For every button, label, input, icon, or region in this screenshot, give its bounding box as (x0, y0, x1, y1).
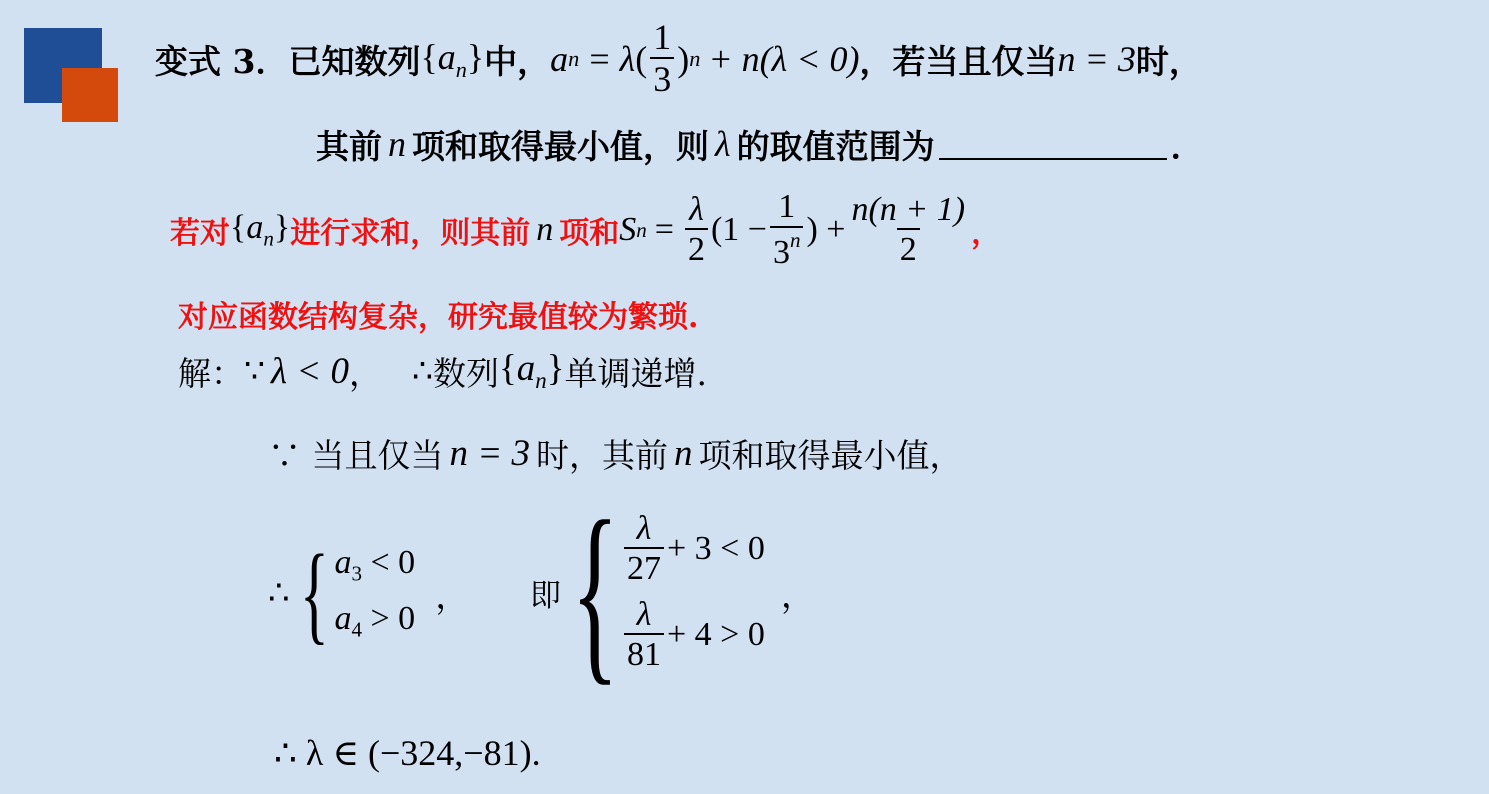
note-text: 对应函数结构复杂，研究最值较为繁琐. (178, 300, 699, 335)
var-n: n (536, 211, 554, 248)
therefore-symbol: ∴ (412, 354, 433, 390)
note-text: 项和 (559, 216, 620, 251)
solution-text: 单调递增. (564, 353, 707, 393)
problem-line-2 (316, 118, 1204, 170)
solution-text: 数列 (433, 353, 499, 393)
ineq-lambda-27: $\frac{\lambda}{27}$ + 3 < 0 (621, 510, 765, 588)
var-n: n (673, 432, 693, 474)
answer-blank[interactable] (939, 128, 1167, 160)
conclusion-text: ∴ λ ∈ (−324,−81). (274, 733, 541, 773)
formula-sn: S n = $\frac{\lambda}{2}$ (1 − $\frac{1}{3^n}$ ) + $\frac{n(n + 1)}{2}$ (619, 188, 966, 271)
problem-text: 已知数列 (288, 41, 421, 81)
system-a3-a4 (268, 532, 469, 654)
decor-square-orange (62, 68, 118, 122)
solution-text: 即 (530, 577, 561, 614)
note-text: ， (971, 216, 1002, 251)
ineq-lambda-81: $\frac{\lambda}{81}$ + 4 > 0 (621, 596, 765, 674)
condition-n3: n = 3 (1057, 39, 1136, 79)
solution-line-1 (178, 344, 707, 398)
solution-text: ∵ 当且仅当 (268, 435, 444, 475)
note-text: 若对 (170, 216, 230, 251)
ineq-a4: $a_4 > 0$ (334, 600, 416, 642)
note-line-1 (170, 180, 1001, 280)
cond-lambda: λ < 0 (271, 350, 349, 392)
solution-label: 解： (178, 353, 244, 393)
conclusion (274, 728, 541, 778)
problem-text: ，若当且仅当 (859, 41, 1058, 81)
left-brace: { (299, 532, 329, 654)
solution-text: 时，其前 (535, 435, 668, 475)
formula-an: a n = λ ( $\frac{1}{3}$ ) n + n(λ < 0) (550, 16, 860, 100)
problem-text: 的取值范围为 (736, 126, 935, 166)
solution-text: ， (780, 577, 815, 615)
problem-text: 项和取得最小值，则 (412, 126, 709, 166)
problem-text: 时， (1135, 41, 1202, 81)
var-lambda: λ (715, 124, 731, 164)
var-n: n (388, 124, 406, 164)
solution-text: 项和取得最小值， (698, 435, 963, 475)
problem-text: ． (1170, 126, 1204, 166)
seq-a-n: $\{a_n\}$ (420, 36, 485, 82)
solution-text: ， (435, 578, 470, 616)
therefore-symbol: ∴ (268, 575, 290, 612)
left-brace: { (571, 481, 619, 702)
seq-a-n: $\{a_n\}$ (230, 208, 291, 251)
system-lambda (530, 481, 815, 702)
solution-line-2 (268, 428, 962, 478)
seq-a-n: $\{a_n\}$ (499, 348, 565, 394)
ineq-a3: $a_3 < 0$ (334, 543, 416, 585)
problem-text: 其前 (316, 126, 382, 166)
problem-line-1 (155, 6, 1202, 112)
because-symbol: ∵ (244, 354, 265, 390)
condition-n3: n = 3 (449, 432, 530, 474)
problem-label: 变式 3． (155, 41, 289, 81)
solution-text: ， (349, 353, 382, 393)
note-text: 进行求和，则其前 (290, 216, 531, 251)
problem-text: 中， (484, 41, 551, 81)
note-line-2 (178, 292, 698, 336)
